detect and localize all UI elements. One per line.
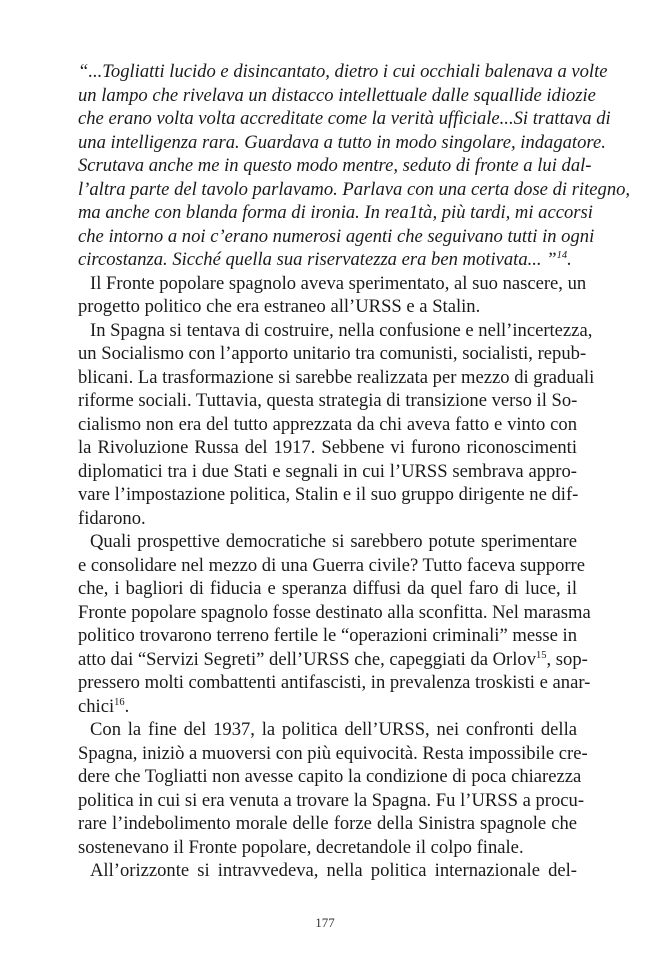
line-text: , sop- bbox=[546, 648, 588, 670]
quote-line: un lampo che rivelava un distacco intellettuale dalle squallide idiozie bbox=[78, 84, 596, 106]
paragraph-line-with-footnote bbox=[78, 695, 577, 719]
page-body bbox=[78, 60, 631, 883]
line-text: . bbox=[124, 695, 130, 717]
paragraph-line: Spagna, iniziò a muoversi con più equivocità. Resta impossibile cre- bbox=[78, 742, 588, 764]
quote-line: “...Togliatti lucido e disincantato, dietro i cui occhiali balenava a volte bbox=[78, 61, 608, 82]
paragraph-line: Il Fronte popolare spagnolo aveva sperimentato, al suo nascere, un bbox=[90, 272, 587, 294]
footnote-ref: 16 bbox=[114, 696, 125, 708]
block-quote bbox=[78, 60, 631, 272]
paragraph-line: Quali prospettive democratiche si sarebbero potute sperimentare bbox=[90, 531, 577, 552]
paragraph-line-with-footnote bbox=[78, 648, 588, 672]
paragraph-line: vare l’impostazione politica, Stalin e il suo gruppo dirigente ne dif- bbox=[78, 484, 579, 505]
paragraph-line: rare l’indebolimento morale delle forze della Sinistra spagnole che bbox=[78, 813, 577, 834]
paragraph-line: Con la fine del 1937, la politica dell’URSS, nei confronti della bbox=[90, 719, 577, 740]
line-text: chici bbox=[78, 695, 115, 717]
line-text: atto dai “Servizi Segreti” dell’URSS che, capeggiati da Orlov bbox=[78, 648, 536, 670]
footnote-ref: 15 bbox=[536, 649, 547, 661]
paragraph-line: fidarono. bbox=[78, 507, 146, 529]
quote-line: Scrutava anche me in questo modo mentre, seduto di fronte a lui dal- bbox=[78, 155, 592, 176]
footnote-ref: 14 bbox=[556, 249, 568, 261]
quote-line: che intorno a noi c’erano numerosi agenti che seguivano tutti in ogni bbox=[78, 225, 595, 247]
paragraph-line: sostenevano il Fronte popolare, decretandole il colpo finale. bbox=[78, 836, 524, 858]
page-number: 177 bbox=[315, 915, 335, 930]
quote-line: ma anche con blanda forma di ironia. In rea1tà, più tardi, mi accorsi bbox=[78, 202, 593, 223]
paragraph-line: riforme sociali. Tuttavia, questa strategia di transizione verso il So- bbox=[78, 390, 578, 411]
paragraph-line: e consolidare nel mezzo di una Guerra civile? Tutto faceva supporre bbox=[78, 554, 586, 576]
paragraph bbox=[78, 718, 588, 859]
quote-line: che erano volta volta accreditate come la verità ufficiale...Si trattava di bbox=[78, 108, 611, 129]
paragraph bbox=[78, 272, 587, 319]
paragraph-line: All’orizzonte si intravvedeva, nella politica internazionale del- bbox=[90, 860, 577, 881]
paragraph-line: pressero molti combattenti antifascisti, in prevalenza troskisti e anar- bbox=[78, 672, 591, 693]
paragraph-line: progetto politico che era estraneo all’URSS e a Stalin. bbox=[78, 296, 481, 317]
paragraph-line: diplomatici tra i due Stati e segnali in cui l’URSS sembrava appro- bbox=[78, 460, 577, 482]
paragraph-line: Fronte popolare spagnolo fosse destinato alla sconfitta. Nel marasma bbox=[78, 601, 591, 623]
paragraph bbox=[78, 530, 591, 718]
paragraph-line: In Spagna si tentava di costruire, nella confusione e nell’incertezza, bbox=[90, 319, 593, 341]
quote-last-line bbox=[78, 248, 577, 272]
paragraph-line: politico trovarono terreno fertile le “operazioni criminali” messe in bbox=[78, 625, 577, 646]
paragraph-line: la Rivoluzione Russa del 1917. Sebbene vi furono riconoscimenti bbox=[78, 437, 577, 458]
quote-line: una intelligenza rara. Guardava a tutto in modo singolare, indagatore. bbox=[78, 131, 606, 153]
paragraph-line: che, i bagliori di fiducia e speranza diffusi da quel faro di luce, il bbox=[78, 578, 577, 599]
paragraph-line: politica in cui si era venuta a trovare la Spagna. Fu l’URSS a procu- bbox=[78, 789, 585, 811]
paragraph bbox=[78, 859, 577, 883]
quote-last-line-text: circostanza. Sicché quella sua riservatezza era ben motivata... ” bbox=[78, 249, 557, 270]
paragraph bbox=[78, 319, 595, 531]
paragraph-line: cialismo non era del tutto apprezzata da chi aveva fatto e vinto con bbox=[78, 413, 577, 435]
paragraph-line: dere che Togliatti non avesse capito la condizione di poca chiarezza bbox=[78, 766, 582, 787]
paragraph-line: un Socialismo con l’apporto unitario tra comunisti, socialisti, repub- bbox=[78, 343, 587, 364]
paragraph-line: blicani. La trasformazione si sarebbe realizzata per mezzo di graduali bbox=[78, 366, 595, 388]
quote-last-line-end: . bbox=[567, 249, 572, 270]
quote-line: l’altra parte del tavolo parlavamo. Parlava con una certa dose di ritegno, bbox=[78, 178, 631, 200]
